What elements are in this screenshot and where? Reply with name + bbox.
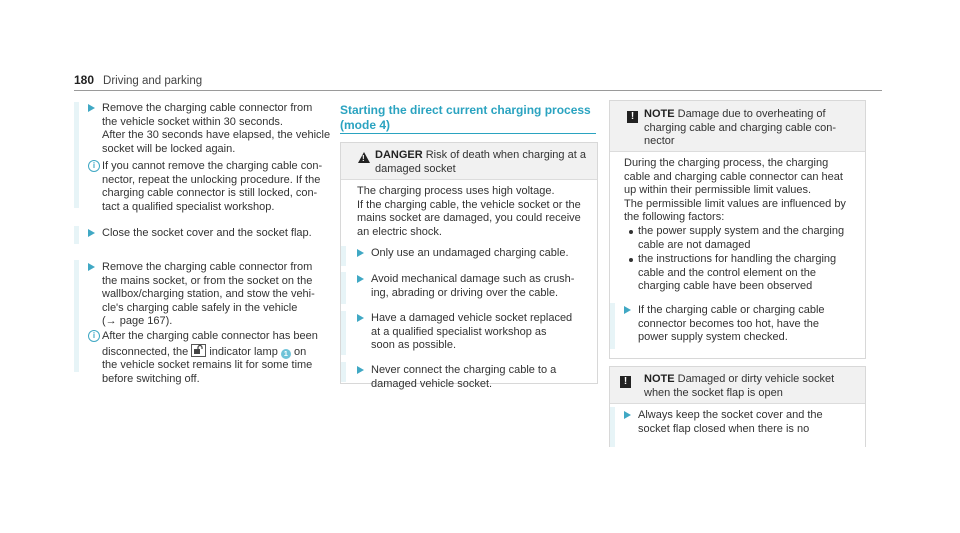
note-exclamation-icon: ! [620,376,631,388]
note-bullet: the power supply system and the charging cable are not damaged [638,225,845,251]
info-text-part: After the charging cable connector has been disconnected, the [102,330,318,358]
info-icon: i [88,160,100,172]
note-heading: Damage due to overheating of charging cable and charging cable con- nector [644,108,837,148]
step-bar [341,246,346,266]
header-divider [74,90,882,91]
danger-heading: Risk of death when charging at a damaged socket [375,149,586,175]
step-text: Remove the charging cable connector from the vehicle socket within 30 seconds. After the 30 seconds have elapsed, the vehicle socket will be locked again. [102,102,331,155]
step-bar [341,362,346,382]
callout-badge: 1 [281,349,291,359]
danger-step [357,247,593,261]
arrow-icon [88,229,95,237]
step-text: Always keep the socket cover and the socket flap closed when there is no [638,409,823,435]
step-remove-connector [88,102,338,156]
note-bullet: the instructions for handling the charging cable and the control element on the charging cable have been observed [638,253,837,293]
step-bar [341,272,346,304]
right-column [609,100,867,445]
info-icon: i [88,330,100,342]
note-exclamation-icon: ! [627,111,638,123]
step-text: Never connect the charging cable to a damaged vehicle socket. [371,364,557,390]
info-text: If you cannot remove the charging cable con- nector, repeat the unlocking procedure. If the charging cable connector is still locked, con- tact a qualified specialist workshop. [102,160,323,213]
info-unlock [88,160,338,214]
note-box-overheating [609,100,866,359]
danger-body: The charging process uses high voltage. If the charging cable, the vehicle socket or the mains socket are damaged, you could receive an electric shock. [357,185,581,238]
note-header [610,367,865,404]
danger-step [357,364,593,391]
unlock-icon [191,344,206,357]
note-step [624,409,862,436]
bullet-dot [629,230,633,234]
step-bar [610,303,615,349]
note-label: NOTE [644,108,675,120]
info-indicator-lamp [88,330,338,386]
info-text-part: indicator lamp [206,345,281,358]
arrow-icon [357,314,364,322]
step-bar [74,226,79,244]
section-rule [340,133,596,134]
note-step [624,304,862,345]
arrow-icon [624,411,631,419]
step-text: If the charging cable or charging cable connector becomes too hot, have the power supply system checked. [638,304,825,344]
danger-step [357,312,593,353]
step-text: Have a damaged vehicle socket replaced at a qualified specialist workshop as soon as possible. [371,312,573,352]
note-label: NOTE [644,373,675,385]
step-close-cover [88,227,338,241]
note-box-socket [609,366,866,447]
section-title: Starting the direct current charging process (mode 4) [340,103,591,132]
step-stow-cable [88,261,338,329]
bullet-dot [629,258,633,262]
danger-step [357,273,593,300]
step-bar [74,260,79,372]
step-bar [341,311,346,355]
arrow-icon [357,275,364,283]
note-header [610,101,865,152]
page-section-title: Driving and parking [103,75,203,87]
arrow-icon [357,249,364,257]
warning-triangle-icon: ! [358,152,370,163]
step-text: Only use an undamaged charging cable. [371,247,569,259]
step-text: Close the socket cover and the socket flap. [102,227,312,239]
arrow-icon [88,104,95,112]
left-column [74,100,338,385]
danger-header [341,143,597,180]
step-text: Remove the charging cable connector from the mains socket, or from the socket on the wallbox/charging station, and stow the vehi- cle's charging cable safely in the vehicle (→ page 167). [102,261,315,328]
middle-column [340,100,598,390]
page-header [74,74,202,89]
note-heading: Damaged or dirty vehicle socket when the socket flap is open [644,373,835,399]
step-text: Avoid mechanical damage such as crush- ing, abrading or driving over the cable. [371,273,575,299]
arrow-icon [88,263,95,271]
step-bar [74,102,79,208]
arrow-icon [624,306,631,314]
page-number: 180 [74,73,95,87]
step-bar [610,407,615,447]
danger-label: DANGER [375,149,423,161]
note-body: During the charging process, the charging cable and charging cable connector can heat up within their permissible limit values. The permissible limit values are influenced by the following factors: [624,157,846,224]
danger-box [340,142,598,390]
info-text-part: on the vehicle socket remains lit for some time before switching off. [102,345,313,385]
arrow-icon [357,366,364,374]
